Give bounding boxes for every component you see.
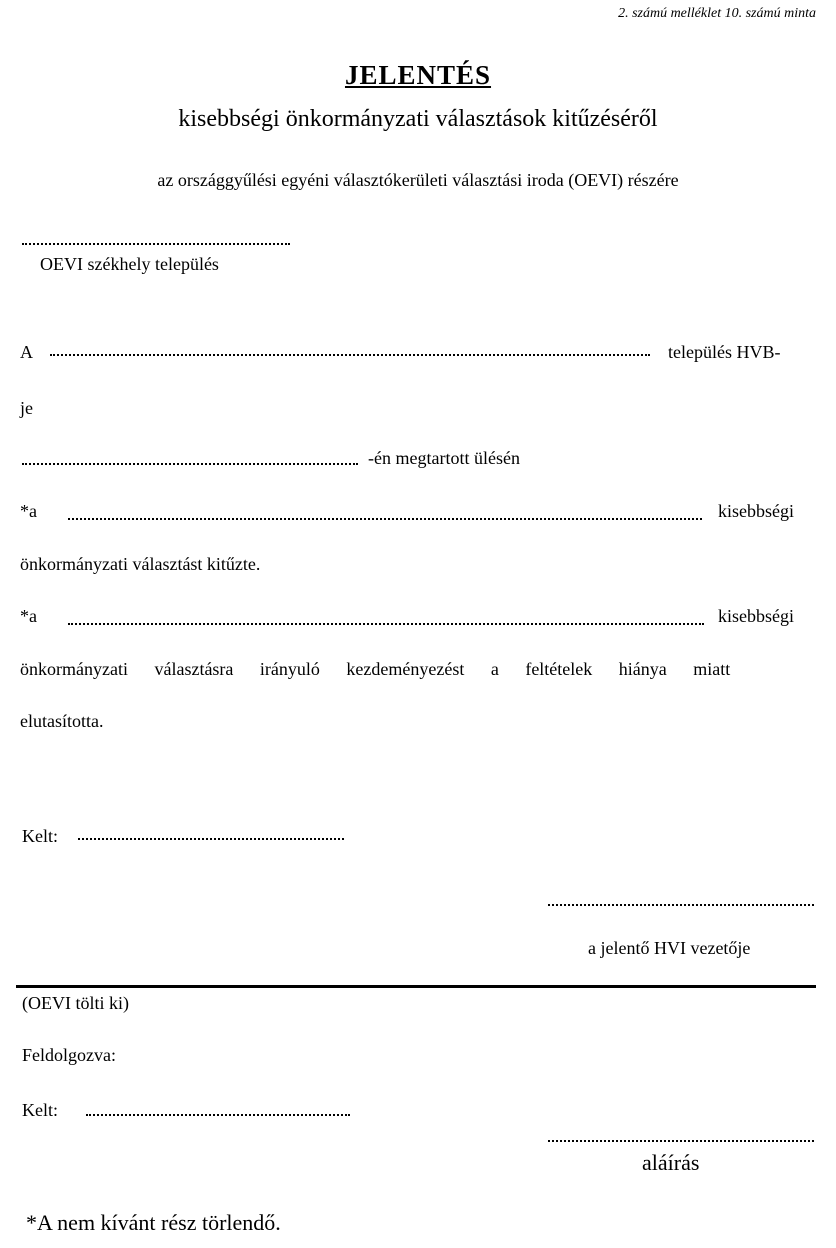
annex-reference: 2. számú melléklet 10. számú minta (618, 6, 816, 21)
document-subtitle: kisebbségi önkormányzati választások kitűzéséről (178, 106, 658, 132)
option2-prefix: *a (20, 606, 37, 626)
section-divider (16, 985, 816, 988)
line1-prefix: A (20, 342, 33, 362)
option1-continuation: önkormányzati választást kitűzte. (20, 554, 261, 574)
addressee-line: az országgyűlési egyéni választókerületi választási iroda (OEVI) részére (157, 170, 679, 190)
option1-prefix: *a (20, 501, 37, 521)
minority-field-1[interactable] (68, 518, 702, 520)
oevi-dated-label: Kelt: (22, 1100, 58, 1120)
signature-label: aláírás (642, 1150, 700, 1175)
oevi-dated-field[interactable] (86, 1114, 350, 1116)
dated-field[interactable] (78, 838, 344, 840)
option2-continuation-2: elutasította. (20, 711, 104, 731)
signatory-signature-field[interactable] (548, 904, 814, 906)
settlement-field[interactable] (50, 354, 650, 356)
oevi-seat-field[interactable] (22, 243, 290, 245)
line2-text: je (20, 398, 33, 418)
option2-continuation: önkormányzati választásra irányuló kezdeményezést a feltételek hiánya miatt (20, 659, 731, 679)
option2-suffix: kisebbségi (718, 606, 794, 626)
meeting-date-field[interactable] (22, 463, 358, 465)
line3-suffix: -én megtartott ülésén (368, 448, 520, 468)
oevi-seat-label: OEVI székhely település (40, 254, 219, 274)
dated-label: Kelt: (22, 826, 58, 846)
oevi-section-header: (OEVI tölti ki) (22, 993, 129, 1013)
footnote: *A nem kívánt rész törlendő. (26, 1210, 281, 1235)
option1-suffix: kisebbségi (718, 501, 794, 521)
signatory-label: a jelentő HVI vezetője (588, 938, 751, 958)
line1-suffix: település HVB- (668, 342, 781, 362)
processed-label: Feldolgozva: (22, 1045, 116, 1065)
document-title: JELENTÉS (344, 60, 492, 90)
oevi-signature-field[interactable] (548, 1140, 814, 1142)
minority-field-2[interactable] (68, 623, 704, 625)
